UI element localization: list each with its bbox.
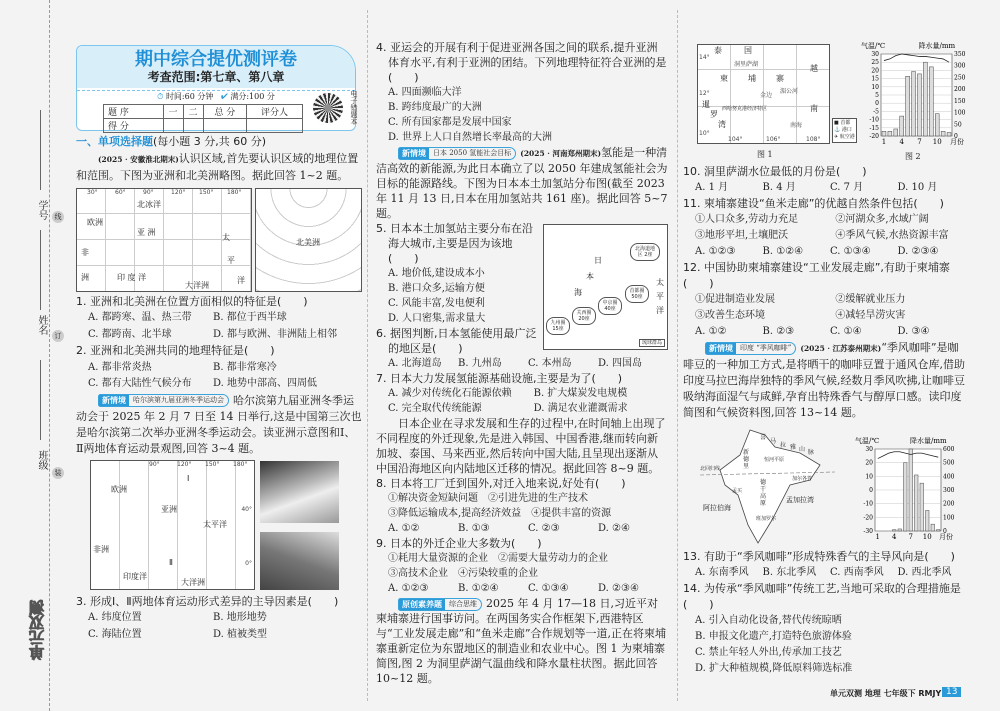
longitude-tick: 90° bbox=[143, 188, 154, 196]
temp-tick: 25 bbox=[871, 59, 879, 67]
option[interactable]: C. 所有国家都是发展中国家 bbox=[388, 117, 512, 128]
option[interactable]: D. 10 月 bbox=[897, 182, 938, 193]
precip-bar bbox=[929, 67, 933, 136]
temp-tick: 5 bbox=[875, 92, 879, 99]
option[interactable]: C. 海陆位置 bbox=[88, 628, 142, 640]
map-label: 罗 bbox=[710, 110, 718, 119]
statement: ①耗用大量资源的企业 bbox=[388, 553, 488, 564]
precip-bar bbox=[882, 131, 886, 136]
lake-label: 洞里萨湖 bbox=[734, 61, 759, 68]
temp-tick: 10 bbox=[871, 83, 879, 91]
statement: ②需要大量劳动力的企业 bbox=[498, 553, 608, 564]
temp-tick: -10 bbox=[863, 500, 873, 508]
japan-hydrogen-map bbox=[543, 224, 668, 350]
question-5: 5. 日本本土加氢站主要分布在沿海大城市,主要是因为该地( ) bbox=[376, 222, 533, 265]
option[interactable]: C. ②③ bbox=[528, 523, 560, 534]
temp-tick: 15 bbox=[871, 75, 879, 83]
question-3: 3. 形成Ⅰ、Ⅱ两地体育运动形式差异的主导因素是( ) bbox=[76, 594, 339, 608]
option[interactable]: D. 扩大种植规模,降低原料筛选标准 bbox=[695, 663, 853, 674]
option[interactable]: D. ②③④ bbox=[897, 246, 939, 257]
table-header: 总 分 bbox=[203, 105, 247, 119]
option[interactable]: C. 完全取代传统能源 bbox=[388, 403, 482, 414]
longitude-tick: 106° bbox=[766, 136, 781, 143]
statement: ④提供丰富的资源 bbox=[531, 508, 612, 519]
asia-sports-map bbox=[90, 460, 255, 590]
precip-axis-label: 降水量/mm bbox=[910, 437, 947, 445]
option[interactable]: A. 都非常炎热 bbox=[88, 361, 152, 373]
statement: ①解决资金短缺问题 bbox=[388, 493, 478, 504]
precip-bar bbox=[909, 449, 913, 531]
score-table bbox=[103, 104, 303, 133]
map-label: 寨 bbox=[776, 74, 784, 83]
precip-tick: 200 bbox=[954, 86, 966, 94]
map-label: 脉 bbox=[808, 449, 815, 456]
statement: ④减轻旱涝灾害 bbox=[835, 310, 906, 321]
precip-bar bbox=[918, 74, 922, 136]
precip-tick: 0 bbox=[943, 528, 947, 535]
station-count-label: 九州圈 15座 bbox=[546, 317, 570, 335]
precip-tick: 0 bbox=[954, 133, 958, 140]
map-label: 雅 bbox=[790, 444, 797, 451]
north-america-map bbox=[255, 188, 362, 292]
longitude-tick: 30° bbox=[87, 188, 98, 196]
check-icon: ✔ bbox=[221, 92, 228, 101]
source-note: (2025 · 江苏泰州期末) bbox=[800, 344, 882, 353]
question-9: 9. 日本的外迁企业大多数为( ) bbox=[376, 537, 542, 550]
temp-tick: -5 bbox=[873, 108, 879, 116]
statement: ①人口众多,劳动力充足 bbox=[695, 214, 799, 225]
longitude-tick: 108° bbox=[806, 136, 821, 143]
precip-bar bbox=[915, 475, 919, 531]
option[interactable]: C. 禁止年轻人外出,传承加工技艺 bbox=[695, 647, 842, 658]
option[interactable]: A. 地价低,建设成本小 bbox=[388, 268, 485, 279]
map-label: 洋 bbox=[237, 275, 245, 285]
temp-tick: -15 bbox=[869, 124, 879, 132]
option[interactable]: D. ②③④ bbox=[598, 583, 639, 594]
qr-label: 电子错题本 bbox=[350, 90, 358, 125]
precip-bar bbox=[926, 511, 930, 532]
statement: ③改善生态环境 bbox=[695, 310, 765, 321]
option[interactable]: D. 植被类型 bbox=[213, 628, 268, 640]
section-note: (每小题 3 分,共 60 分) bbox=[153, 135, 267, 148]
map-label: 埔 bbox=[748, 74, 756, 83]
map-label: 非 bbox=[81, 247, 89, 257]
option[interactable]: C. ①③④ bbox=[528, 583, 569, 594]
precip-bar bbox=[888, 131, 892, 136]
option[interactable]: C. 西南季风 bbox=[830, 567, 884, 578]
option[interactable]: A. 减少对传统化石能源依赖 bbox=[388, 388, 512, 399]
map-label: 洲 bbox=[81, 272, 89, 282]
option[interactable]: A. 四面濒临大洋 bbox=[388, 87, 462, 98]
temp-axis-label: 气温/℃ bbox=[855, 437, 880, 445]
city-label: 班加罗尔 bbox=[756, 516, 777, 522]
capital-label: 新德里 bbox=[743, 449, 750, 470]
map-label: 洋 bbox=[656, 306, 664, 315]
station-count-label: 首都圈 50座 bbox=[625, 285, 649, 303]
map-label: 平 bbox=[227, 255, 235, 265]
option[interactable]: A. ①② bbox=[695, 326, 727, 337]
map-label: 拉 bbox=[780, 442, 787, 449]
map-label: 亚洲 bbox=[161, 504, 177, 514]
precip-tick: 300 bbox=[954, 62, 966, 70]
map-label: 越 bbox=[810, 64, 818, 73]
map-label: 柬 bbox=[720, 74, 728, 83]
precip-bar bbox=[931, 524, 935, 531]
context-text: “季风咖啡”是咖啡豆的一种加工方式,是将晒干的咖啡豆置于通风仓库,借助印度马拉巴海岸独特的季风气候,经数月季风吹拂,让咖啡豆吸纳海面湿气与咸鲜,孕育出特殊香气与醇厚口感。读印度简图和气候资料图,回答 13~14 题。 bbox=[683, 341, 965, 419]
precip-bar bbox=[898, 529, 902, 531]
precip-bar bbox=[935, 114, 939, 136]
statement: ④污染较重的企业 bbox=[458, 568, 538, 579]
exam-title: 期中综合提优测评卷 bbox=[135, 49, 297, 70]
month-tick: 10 bbox=[932, 138, 942, 146]
longitude-tick: 90° bbox=[149, 460, 160, 468]
longitude-tick: 180° bbox=[233, 460, 248, 468]
x-axis-label: 月份 bbox=[939, 533, 953, 541]
question-2: 2. 亚洲和北美洲共同的地理特征是( ) bbox=[76, 344, 275, 357]
map-label: 印 度 洋 bbox=[117, 272, 147, 282]
precip-bar bbox=[894, 129, 898, 136]
latitude-tick: 40° bbox=[241, 505, 252, 513]
temp-tick: 20 bbox=[865, 459, 873, 467]
score-cell[interactable] bbox=[183, 119, 203, 133]
option[interactable]: B. 扩大煤炭发电规模 bbox=[533, 388, 628, 399]
option[interactable]: B. ①②④ bbox=[458, 583, 499, 594]
question-6: 6. 据图判断,日本氢能使用最广泛的地区是( ) bbox=[376, 327, 537, 355]
capital-label: 金边 bbox=[760, 92, 773, 99]
map-label: 喜 bbox=[760, 434, 767, 441]
student-id-line[interactable] bbox=[40, 110, 41, 190]
column-divider bbox=[677, 10, 678, 701]
map-label: 印度洋 bbox=[123, 571, 147, 581]
option[interactable]: D. 四国岛 bbox=[598, 358, 643, 369]
map-label: 亚 洲 bbox=[137, 227, 156, 237]
option[interactable]: B. 申报文化遗产,打造特色旅游体验 bbox=[695, 631, 852, 642]
precip-tick: 100 bbox=[954, 109, 966, 117]
river-label: 湄公河 bbox=[780, 88, 799, 95]
month-tick: 4 bbox=[899, 138, 904, 146]
figure-2-caption: 图 2 bbox=[905, 152, 921, 161]
map-label: 南 bbox=[810, 104, 818, 113]
source-note: (2025 · 河南郑州期末) bbox=[520, 149, 602, 158]
table-header: 一 bbox=[163, 105, 183, 119]
option[interactable]: D. ②④ bbox=[598, 523, 630, 534]
precip-tick: 500 bbox=[943, 459, 955, 467]
exam-time: 时间:60 分钟 bbox=[165, 92, 214, 101]
option[interactable]: D. 地势中部高、四周低 bbox=[213, 378, 318, 389]
option[interactable]: C. ①③④ bbox=[830, 246, 871, 257]
precip-bar bbox=[923, 62, 927, 136]
option[interactable]: B. 跨纬度最广的大洲 bbox=[388, 102, 482, 113]
option[interactable]: D. ③④ bbox=[897, 326, 930, 337]
map-label: 非洲 bbox=[93, 544, 109, 554]
statement: ②缓解就业压力 bbox=[835, 294, 906, 305]
longitude-tick: 180° bbox=[227, 188, 242, 196]
option[interactable]: B. ①②④ bbox=[762, 246, 804, 257]
option[interactable]: C. ①④ bbox=[830, 326, 862, 337]
option[interactable]: B. 都非常寒冷 bbox=[213, 361, 277, 373]
context-text: 哈尔滨第九届亚洲冬季运动会于 2025 年 2 月 7 日至 14 日举行,这是中国第三次也是哈尔滨第二次举办亚洲冬季运动会。读亚洲示意图和Ⅰ、Ⅱ两地体育运动景观图,回答 3~4 题。 bbox=[76, 393, 362, 455]
map-label: 暹 bbox=[702, 100, 710, 109]
option[interactable]: D. 满足农业灌溉需求 bbox=[533, 403, 628, 414]
option[interactable]: D. 世界上人口自然增长率最高的大洲 bbox=[388, 132, 553, 143]
city-label: 加尔各答 bbox=[792, 476, 813, 482]
precip-bar bbox=[906, 76, 910, 136]
option[interactable]: D. 西北季风 bbox=[897, 567, 952, 578]
latitude-tick: 12° bbox=[699, 90, 710, 97]
precip-tick: 250 bbox=[954, 74, 966, 82]
table-header: 题 序 bbox=[104, 105, 164, 119]
option[interactable]: A. ①② bbox=[388, 523, 420, 534]
skiing-photo bbox=[260, 461, 339, 523]
temp-tick: -10 bbox=[869, 116, 879, 124]
seal-mark: 线 bbox=[52, 211, 64, 223]
map-label: 平 bbox=[656, 292, 664, 301]
map-label: 湾 bbox=[718, 120, 726, 129]
option[interactable]: A. 北海道岛 bbox=[388, 358, 442, 369]
sea-label: 南海 bbox=[790, 122, 803, 129]
question-7: 7. 日本大力发展氢能源基础设施,主要是为了( ) bbox=[376, 372, 623, 385]
precip-tick: 100 bbox=[943, 514, 955, 522]
legend-port: 港口 bbox=[841, 127, 852, 133]
map-label: 本 bbox=[586, 272, 594, 281]
month-tick: 7 bbox=[917, 138, 922, 146]
question-8: 8. 日本将工厂迁到国外,对迁入地来说,好处有( ) bbox=[376, 477, 626, 490]
map-label: 大洋洲 bbox=[181, 577, 205, 587]
precip-tick: 350 bbox=[954, 51, 966, 58]
cambodia-map bbox=[697, 44, 830, 144]
question-14: 14. 为传承“季风咖啡”传统工艺,当地可采取的合理措施是( ) bbox=[683, 582, 961, 611]
question-4: 4. 亚运会的开展有利于促进亚洲各国之间的联系,提升亚洲体育水平,有利于亚洲的团结。下列地理特征符合亚洲的是( ) bbox=[376, 41, 667, 84]
map-label: 北美洲 bbox=[296, 237, 320, 247]
question-10: 10. 洞里萨湖水位最低的月份是( ) bbox=[683, 165, 867, 178]
temp-tick: 0 bbox=[875, 100, 879, 108]
option[interactable]: A. 东南季风 bbox=[695, 567, 749, 578]
option[interactable]: C. 本州岛 bbox=[528, 358, 572, 369]
seal-mark: 订 bbox=[52, 330, 64, 342]
statement: ③降低运输成本,提高经济效益 bbox=[388, 508, 522, 519]
statement: ③地形平坦,土壤肥沃 bbox=[695, 230, 789, 241]
map-label: 山 bbox=[799, 446, 806, 453]
statement: ②河湖众多,水域广阔 bbox=[835, 214, 929, 225]
timer-icon: ⏱ bbox=[157, 92, 164, 101]
precip-bar bbox=[912, 72, 916, 136]
map-label: 太平洋 bbox=[203, 519, 227, 529]
map-legend: ■ 首都 ⚓ 港口 ✈ 航空港 bbox=[832, 118, 857, 143]
latitude-tick: 10° bbox=[699, 130, 710, 137]
precip-tick: 50 bbox=[954, 121, 962, 129]
temp-tick: 30 bbox=[865, 446, 873, 453]
station-count-label: 中京圈 40座 bbox=[598, 297, 622, 315]
class-label: 班级 bbox=[36, 450, 47, 470]
temp-axis-label: 气温/℃ bbox=[861, 42, 886, 50]
option[interactable]: B. 东北季风 bbox=[762, 567, 817, 578]
precip-bar bbox=[947, 132, 951, 136]
score-row-label: 得 分 bbox=[104, 119, 164, 133]
score-cell[interactable] bbox=[163, 119, 183, 133]
map-label: 国 bbox=[744, 46, 752, 55]
option[interactable]: C. 都跨南、北半球 bbox=[88, 328, 172, 340]
option[interactable]: B. 4 月 bbox=[762, 182, 796, 193]
student-id-label: 学号 bbox=[36, 200, 47, 220]
month-tick: 1 bbox=[875, 533, 880, 541]
question-1: 1. 亚洲和北美洲在位置方面相似的特征是( ) bbox=[76, 294, 308, 308]
special-zone-label: 西哈努克港经济特区 bbox=[722, 106, 768, 112]
section-title: 一、单项选择题 bbox=[76, 135, 153, 148]
option[interactable]: D. 人口密集,需求量大 bbox=[388, 313, 486, 324]
temp-tick: -20 bbox=[863, 514, 873, 522]
precip-tick: 400 bbox=[943, 473, 955, 481]
statement: ④季风气候,水热资源丰富 bbox=[835, 230, 949, 241]
map-label: 太 bbox=[222, 232, 230, 242]
option[interactable]: C. 7 月 bbox=[830, 182, 864, 193]
legend-airport: 航空港 bbox=[839, 134, 855, 140]
station-count-label: 北海道地区 2座 bbox=[630, 243, 660, 261]
city-label: 孟买 bbox=[732, 488, 743, 494]
option[interactable]: A. 引入自动化设备,替代传统晾晒 bbox=[695, 615, 842, 626]
column-divider bbox=[367, 10, 368, 701]
longitude-tick: 150° bbox=[205, 460, 220, 468]
month-tick: 1 bbox=[881, 138, 887, 146]
precip-bar bbox=[937, 530, 941, 531]
question-13: 13. 有助于“季风咖啡”形成特殊香气的主导风向是( ) bbox=[683, 550, 955, 563]
site-marker-1: Ⅰ bbox=[187, 473, 190, 483]
option[interactable]: B. ②③ bbox=[762, 326, 795, 337]
name-line[interactable] bbox=[40, 230, 41, 310]
month-tick: 4 bbox=[892, 533, 897, 541]
brand-logo: 单元双测 bbox=[28, 600, 46, 660]
legend-capital: 首都 bbox=[840, 120, 851, 126]
new-context-tag: 新情境 印度 “季风咖啡” bbox=[705, 342, 796, 355]
question-12: 12. 中国协助柬埔寨建设“工业发展走廊”,有助于柬埔寨( ) bbox=[683, 261, 950, 290]
name-label: 姓名 bbox=[36, 315, 47, 335]
new-context-tag: 新情境 日本 2050 氢能社会目标 bbox=[398, 147, 516, 160]
map-label: 北冰洋 bbox=[137, 199, 161, 209]
latitude-tick: 14° bbox=[699, 54, 710, 61]
seal-mark: 装 bbox=[52, 467, 64, 479]
map-label: 海 bbox=[574, 288, 582, 297]
temp-tick: 0 bbox=[869, 487, 873, 494]
option[interactable]: D. 都与欧洲、非洲陆上相邻 bbox=[213, 328, 338, 340]
option[interactable]: A. ①②③ bbox=[695, 246, 736, 257]
temp-tick: 30 bbox=[871, 51, 879, 58]
statement: ①促进制造业发展 bbox=[695, 294, 775, 305]
score-cell[interactable] bbox=[203, 119, 247, 133]
map-label: 欧洲 bbox=[111, 484, 127, 494]
india-map bbox=[700, 425, 835, 545]
temp-tick: -30 bbox=[863, 528, 873, 535]
precip-bar bbox=[920, 483, 924, 531]
latitude-tick: 0° bbox=[245, 559, 252, 567]
context-text: 日本企业在寻求发展和生存的过程中,在时间轴上出现了不同程度的外迁现象,先是进入韩国、中国香港,继而转向新加坡、泰国、马来西亚,然后转向中国大陆,且呈现出逐渐从中国沿海地区向内陆地区迁移的情况。据此回答 8~9 题。 bbox=[376, 417, 666, 475]
longitude-tick: 150° bbox=[199, 188, 214, 196]
table-header: 二 bbox=[183, 105, 203, 119]
option[interactable]: B. 地形地势 bbox=[213, 612, 267, 623]
map-label: 阿拉伯海 bbox=[703, 504, 731, 512]
option[interactable]: B. 九州岛 bbox=[458, 358, 502, 369]
exam-score: 满分:100 分 bbox=[230, 92, 275, 101]
map-label: 孟加拉湾 bbox=[786, 496, 814, 504]
option[interactable]: B. 港口众多,运输方便 bbox=[388, 283, 485, 294]
map-label: 恒河平原 bbox=[764, 457, 785, 463]
asia-map bbox=[76, 188, 252, 292]
map-label: 日 bbox=[594, 256, 602, 265]
precip-tick: 200 bbox=[943, 500, 955, 508]
map-label: 德干高原 bbox=[760, 479, 767, 507]
question-11: 11. 柬埔寨建设“鱼米走廊”的优越自然条件包括( ) bbox=[683, 197, 944, 210]
figure-1-caption: 图 1 bbox=[757, 150, 773, 159]
month-tick: 7 bbox=[908, 533, 913, 541]
site-marker-2: Ⅱ bbox=[169, 557, 173, 567]
map-label: 马 bbox=[770, 438, 777, 445]
option[interactable]: A. ①②③ bbox=[388, 583, 429, 594]
precip-axis-label: 降水量/mm bbox=[918, 42, 956, 50]
option[interactable]: B. 都位于西半球 bbox=[213, 312, 287, 323]
precip-bar bbox=[893, 530, 897, 531]
intro-text: 认识区域,首先要认识区域的地理位置和范围。下图为亚洲和北美洲略图。据此回答 1~2 题。 bbox=[76, 151, 359, 182]
original-question-tag: 原创素养题 综合思维 bbox=[398, 598, 482, 611]
exam-scope: 考查范围:第七章、第八章 bbox=[147, 70, 285, 84]
precip-tick: 600 bbox=[943, 446, 955, 453]
new-context-tag: 新情境 哈尔滨第九届亚洲冬季运动会 bbox=[98, 394, 229, 407]
longitude-tick: 104° bbox=[728, 136, 743, 143]
x-axis-label: 月份 bbox=[950, 138, 964, 146]
table-header: 评分人 bbox=[247, 105, 303, 119]
temp-tick: -20 bbox=[869, 133, 879, 140]
precip-tick: 150 bbox=[954, 97, 966, 105]
option[interactable]: A. 都跨寒、温、热三带 bbox=[88, 312, 192, 323]
temp-tick: 20 bbox=[871, 67, 879, 75]
statement: ③高技术企业 bbox=[388, 568, 448, 579]
source-note: (2025 · 安徽淮北期末) bbox=[98, 154, 179, 164]
option[interactable]: C. 风能丰富,发电便利 bbox=[388, 298, 485, 309]
exam-header bbox=[76, 45, 356, 131]
binding-line bbox=[49, 0, 50, 711]
footer-text: 单元双测 地理 七年级下 RMJY bbox=[830, 689, 942, 698]
temp-tick: 10 bbox=[865, 473, 873, 481]
month-tick: 10 bbox=[922, 533, 932, 541]
page-number: 13 bbox=[942, 687, 961, 697]
option[interactable]: A. 纬度位置 bbox=[88, 612, 142, 623]
option[interactable]: A. 1 月 bbox=[695, 182, 729, 193]
longitude-tick: 60° bbox=[115, 188, 126, 196]
precip-tick: 300 bbox=[943, 487, 955, 494]
class-line[interactable] bbox=[40, 360, 41, 440]
map-label: 琉球群岛 bbox=[639, 339, 665, 347]
longitude-tick: 120° bbox=[177, 460, 192, 468]
option[interactable]: B. ①③ bbox=[458, 523, 490, 534]
station-count-label: 关西圈 20座 bbox=[572, 307, 596, 325]
tropic-label: 北回归线 bbox=[700, 466, 721, 472]
map-label: 欧洲 bbox=[87, 217, 103, 227]
qr-code[interactable] bbox=[313, 93, 343, 123]
map-label: 泰 bbox=[714, 46, 722, 55]
india-climate-chart bbox=[853, 435, 963, 543]
map-label: 大洋洲 bbox=[185, 280, 209, 290]
longitude-tick: 120° bbox=[171, 188, 186, 196]
precip-bar bbox=[900, 116, 904, 136]
option[interactable]: C. 都有大陆性气候分布 bbox=[88, 378, 192, 389]
statement: ②引进先进的生产技术 bbox=[488, 493, 588, 504]
precip-bar bbox=[904, 463, 908, 531]
score-cell[interactable] bbox=[247, 119, 303, 133]
surfing-photo bbox=[260, 532, 339, 590]
tonle-sap-climate-chart bbox=[859, 40, 974, 148]
precip-bar bbox=[941, 131, 945, 136]
map-label: 太 bbox=[656, 278, 664, 287]
context-text: 氢能是一种清洁高效的新能源,为此日本确立了以 2050 年建成氢能社会为目标的能源路线。下图为日本本土加氢站分布图(截至 2023 年 11 月 13 日,日本在用加氢站共 161 座)。据此回答 5~7 题。 bbox=[376, 146, 668, 220]
context-text: 2025 年 4 月 17—18 日,习近平对柬埔寨进行国事访问。在两国务实合作框架下,西港特区与“工业发展走廊”和“鱼米走廊”合作规划等一道,正在将柬埔寨重新定位为东盟地区的制造业和农业中心。图 1 为柬埔寨简图,图 2 为洞里萨湖气温曲线和降水量柱状图。据此回答 10~12 题。 bbox=[376, 597, 666, 685]
